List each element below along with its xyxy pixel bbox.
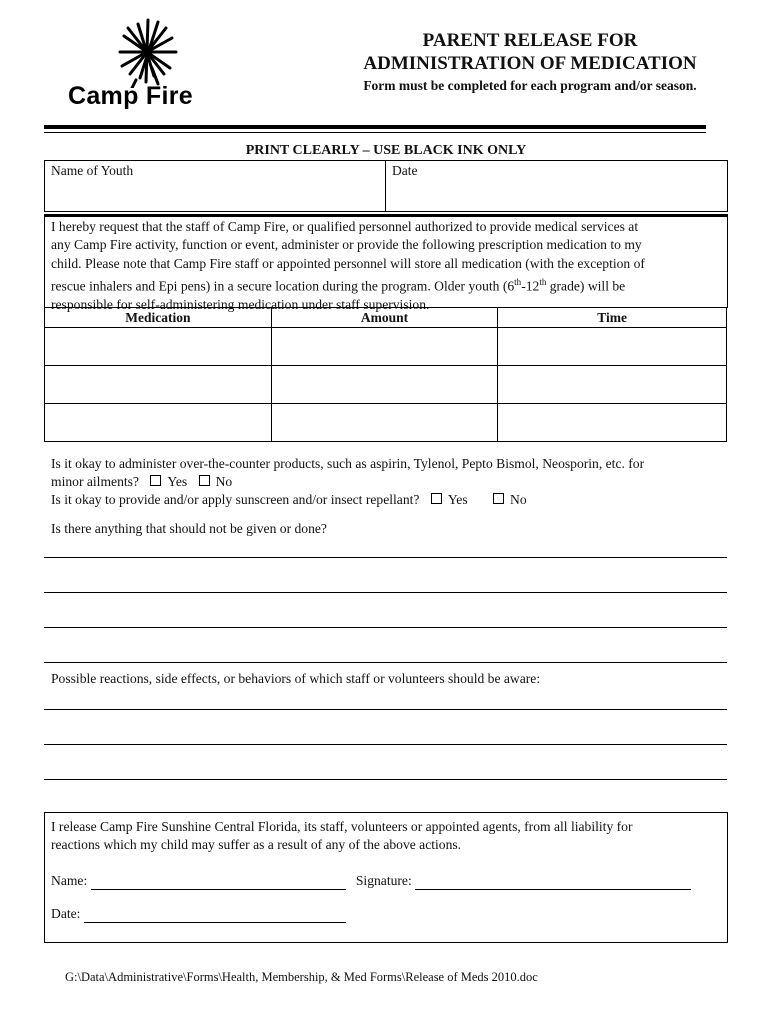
- request-paragraph: [51, 218, 726, 314]
- otc-question-line1: Is it okay to administer over-the-counter products, such as aspirin, Tylenol, Pepto Bismol, Neosporin, etc. for: [51, 456, 645, 471]
- date-label: Date: [392, 163, 418, 178]
- logo-text: Camp Fire: [68, 82, 193, 110]
- release-line: I release Camp Fire Sunshine Central Florida, its staff, volunteers or appointed agents, from all liability for: [51, 819, 633, 834]
- sunscreen-no-label: No: [510, 492, 527, 507]
- medication-table: [44, 307, 727, 442]
- release-line: reactions which my child may suffer as a result of any of the above actions.: [51, 837, 462, 852]
- form-subtitle: Form must be completed for each program and/or season.: [363, 78, 697, 93]
- request-line: any Camp Fire activity, function or event, administer or provide the following prescription medication to my: [51, 237, 642, 253]
- otc-yes-checkbox[interactable]: [150, 475, 161, 486]
- name-field[interactable]: [91, 875, 346, 890]
- time-cell[interactable]: [498, 366, 727, 404]
- release-box: [44, 812, 728, 943]
- reactions-answer-line[interactable]: [44, 744, 727, 745]
- amount-cell[interactable]: [271, 404, 498, 442]
- table-row: [45, 328, 727, 366]
- sunscreen-no-checkbox[interactable]: [493, 493, 504, 504]
- medication-cell[interactable]: [45, 328, 272, 366]
- table-header-row: [45, 308, 727, 328]
- date-field[interactable]: [390, 179, 720, 209]
- table-row: [45, 366, 727, 404]
- reactions-answer-line[interactable]: [44, 779, 727, 780]
- medication-column-header: Medication: [45, 308, 272, 328]
- date-row: [51, 905, 346, 923]
- header-divider-thin: [44, 132, 706, 133]
- table-row: [45, 404, 727, 442]
- youth-box-divider: [385, 161, 386, 211]
- amount-cell[interactable]: [271, 328, 498, 366]
- reactions-answer-line[interactable]: [44, 709, 727, 710]
- release-date-label: Date:: [51, 906, 81, 921]
- otc-yes-label: Yes: [167, 474, 188, 489]
- time-cell[interactable]: [498, 328, 727, 366]
- sunscreen-yes-checkbox[interactable]: [431, 493, 442, 504]
- request-line: rescue inhalers and Epi pens) in a secure location during the program. Older youth (6th-12th grade) will be: [51, 276, 626, 294]
- name-of-youth-label: Name of Youth: [51, 163, 134, 178]
- time-column-header: Time: [498, 308, 727, 328]
- otc-question-line2: minor ailments? Yes No: [51, 474, 233, 489]
- print-clearly-instruction: PRINT CLEARLY – USE BLACK INK ONLY: [245, 143, 527, 158]
- name-label: Name:: [51, 873, 88, 888]
- sunscreen-yes-label: Yes: [447, 492, 468, 507]
- release-statement: [51, 818, 723, 854]
- camp-fire-starburst-icon: [60, 18, 210, 88]
- medication-cell[interactable]: [45, 366, 272, 404]
- signature-field[interactable]: [415, 875, 691, 890]
- form-title-line2: ADMINISTRATION OF MEDICATION: [363, 53, 697, 74]
- otc-no-label: No: [215, 474, 233, 489]
- time-cell[interactable]: [498, 404, 727, 442]
- sunscreen-question: Is it okay to provide and/or apply sunscreen and/or insect repellant? Yes No: [51, 492, 527, 507]
- not-given-answer-line[interactable]: [44, 592, 727, 593]
- amount-column-header: Amount: [271, 308, 498, 328]
- medication-cell[interactable]: [45, 404, 272, 442]
- not-given-answer-line[interactable]: [44, 557, 727, 558]
- header-divider-thick: [44, 125, 706, 129]
- signature-label: Signature:: [355, 873, 412, 888]
- request-line: responsible for self-administering medication under staff supervision.: [51, 296, 430, 312]
- name-signature-row: [51, 872, 691, 890]
- not-given-question: Is there anything that should not be given or done?: [51, 521, 327, 536]
- release-date-field[interactable]: [84, 908, 346, 923]
- otc-no-checkbox[interactable]: [199, 475, 210, 486]
- reactions-question: Possible reactions, side effects, or behaviors of which staff or volunteers should be aware:: [51, 671, 541, 686]
- request-line: I hereby request that the staff of Camp Fire, or qualified personnel authorized to provide medical services at: [51, 219, 639, 234]
- request-line: child. Please note that Camp Fire staff or appointed personnel will store all medication (with the exception of: [51, 255, 645, 271]
- file-path-footer: G:\Data\Administrative\Forms\Health, Membership, & Med Forms\Release of Meds 2010.doc: [65, 970, 538, 984]
- name-of-youth-field[interactable]: [49, 179, 381, 209]
- amount-cell[interactable]: [271, 366, 498, 404]
- form-title-line1: PARENT RELEASE FOR: [422, 30, 638, 51]
- camp-fire-logo: [60, 18, 210, 113]
- otc-question: [51, 455, 727, 509]
- not-given-answer-line[interactable]: [44, 662, 727, 663]
- youth-info-box: [44, 160, 728, 212]
- not-given-answer-line[interactable]: [44, 627, 727, 628]
